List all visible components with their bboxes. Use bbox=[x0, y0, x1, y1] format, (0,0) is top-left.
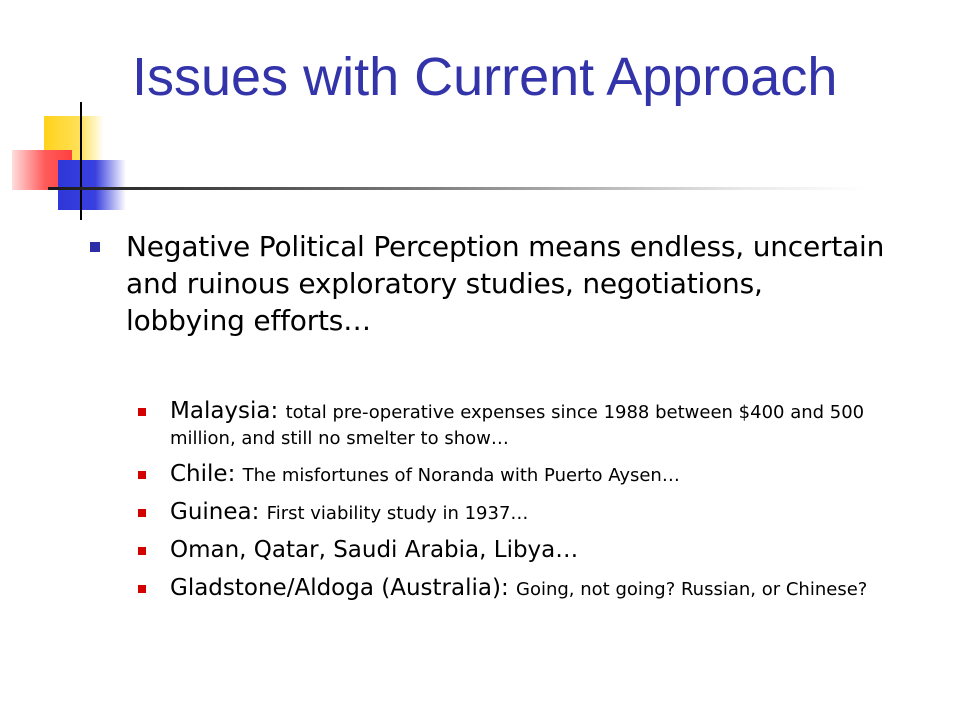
logo-blue-square bbox=[58, 160, 126, 210]
example-detail: Going, not going? Russian, or Chinese? bbox=[516, 579, 868, 600]
example-country: Chile: bbox=[170, 461, 243, 487]
example-country: Oman, Qatar, Saudi Arabia, Libya… bbox=[170, 537, 579, 563]
example-detail: The misfortunes of Noranda with Puerto Aysen… bbox=[242, 465, 680, 486]
example-country: Malaysia: bbox=[170, 398, 286, 424]
slide-content bbox=[90, 228, 890, 611]
example-item-malaysia bbox=[138, 397, 890, 452]
example-country: Gladstone/Aldoga (Australia): bbox=[170, 575, 516, 601]
sub-bullet-icon bbox=[138, 547, 146, 555]
logo-vertical-line bbox=[80, 102, 82, 220]
example-item-gulf-states bbox=[138, 536, 890, 566]
title-underline bbox=[48, 187, 868, 190]
example-country: Guinea: bbox=[170, 499, 267, 525]
example-detail: First viability study in 1937… bbox=[266, 503, 529, 524]
example-item-chile bbox=[138, 460, 890, 490]
slide-title: Issues with Current Approach bbox=[132, 47, 838, 107]
example-detail: total pre-operative expenses since 1988 between $400 and 500 million, and still no smelter to show… bbox=[170, 402, 865, 449]
examples-list bbox=[90, 397, 890, 603]
sub-bullet-icon bbox=[138, 509, 146, 517]
example-item-gladstone bbox=[138, 574, 890, 603]
main-bullet-text: Negative Political Perception means endless, uncertain and ruinous exploratory studies, negotiations, lobbying efforts… bbox=[126, 230, 885, 337]
sub-bullet-icon bbox=[138, 471, 146, 479]
sub-bullet-icon bbox=[138, 408, 146, 416]
slide-logo-decoration bbox=[0, 0, 140, 230]
main-bullet-item bbox=[90, 228, 890, 339]
example-item-guinea bbox=[138, 498, 890, 528]
main-bullet-icon bbox=[90, 242, 100, 252]
sub-bullet-icon bbox=[138, 585, 146, 593]
